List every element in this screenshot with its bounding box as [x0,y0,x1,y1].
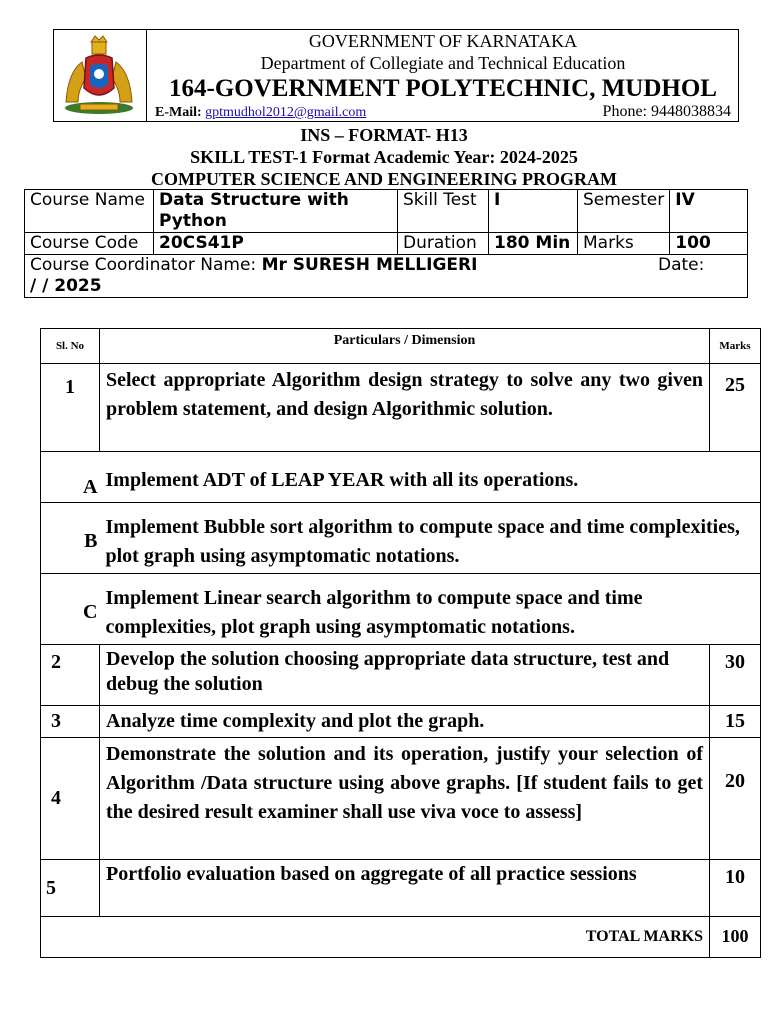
department-name: Department of Collegiate and Technical Education [260,53,626,73]
sub-b-text: Implement Bubble sort algorithm to compute space and time complexities, plot graph using asymptomatic notations. [100,503,761,574]
row-1-marks: 25 [710,364,761,452]
sub-c-label: C [41,574,100,645]
sub-b-label: B [41,503,100,574]
format-title: INS – FORMAT- H13 [300,125,468,145]
coordinator-label: Course Coordinator Name: [30,255,262,275]
sub-a-label: A [41,452,100,503]
course-code-value: 20CS41P [154,233,398,255]
table-row [41,706,761,738]
header-marks: Marks [710,329,761,364]
row-4-marks: 20 [710,738,761,860]
total-marks: 100 [710,917,761,958]
total-row [41,917,761,958]
table-row [41,645,761,706]
header-box [53,29,739,122]
email-line [155,105,366,121]
table-row [41,503,761,574]
row-5-sl: 5 [41,860,100,917]
header-particulars: Particulars / Dimension [100,329,710,364]
semester-value: IV [670,190,748,233]
college-name: 164-GOVERNMENT POLYTECHNIC, MUDHOL [169,75,717,102]
email-link[interactable]: gptmudhol2012@gmail.com [205,105,367,120]
sub-c-text: Implement Linear search algorithm to compute space and time complexities, plot graph using asymptomatic notations. [100,574,761,645]
row-3-sl: 3 [41,706,100,738]
skill-test-value: I [489,190,578,233]
program-title: COMPUTER SCIENCE AND ENGINEERING PROGRAM [150,169,618,189]
phone-number: Phone: 9448038834 [602,103,731,120]
assessment-table [40,328,761,958]
marks-value: 100 [670,233,748,255]
table-row [41,860,761,917]
row-4-sl: 4 [41,738,100,860]
row-2-sl: 2 [41,645,100,706]
table-row [41,452,761,503]
course-info-table [24,189,748,298]
row-3-text: Analyze time complexity and plot the graph. [100,706,710,738]
duration-value: 180 Min [489,233,578,255]
row-3-marks: 15 [710,706,761,738]
course-name-value: Data Structure with Python [154,190,398,233]
date-label: Date: [658,255,705,275]
total-label: TOTAL MARKS [41,917,710,958]
row-5-marks: 10 [710,860,761,917]
course-name-label: Course Name [25,190,154,233]
table-row [41,738,761,860]
row-5-text: Portfolio evaluation based on aggregate of all practice sessions [100,860,710,917]
table-row [41,364,761,452]
logo-cell [54,30,147,121]
skill-test-label: Skill Test [398,190,489,233]
coordinator-cell [25,255,748,298]
marks-label: Marks [578,233,670,255]
header-sl-no: Sl. No [41,329,100,364]
sub-a-text: Implement ADT of LEAP YEAR with all its operations. [100,452,761,503]
course-code-label: Course Code [25,233,154,255]
karnataka-emblem-icon [56,32,142,118]
row-2-marks: 30 [710,645,761,706]
email-label: E-Mail: [155,105,202,120]
row-1-text: Select appropriate Algorithm design strategy to solve any two given problem statement, and design Algorithmic solution. [100,364,710,452]
table-header-row [41,329,761,364]
semester-label: Semester [578,190,670,233]
duration-label: Duration [398,233,489,255]
date-value: / / 2025 [30,276,102,296]
header-text [147,30,739,121]
coordinator-name: Mr SURESH MELLIGERI [261,255,478,275]
table-row [41,574,761,645]
row-2-text: Develop the solution choosing appropriate data structure, test and debug the solution [100,645,710,706]
government-name: GOVERNMENT OF KARNATAKA [308,31,578,51]
row-4-text: Demonstrate the solution and its operation, justify your selection of Algorithm /Data structure using above graphs. [If student fails to get the desired result examiner shall use viva voce to assess] [100,738,710,860]
skill-test-title: SKILL TEST-1 Format Academic Year: 2024-2025 [190,147,578,167]
row-1-sl: 1 [41,364,100,452]
